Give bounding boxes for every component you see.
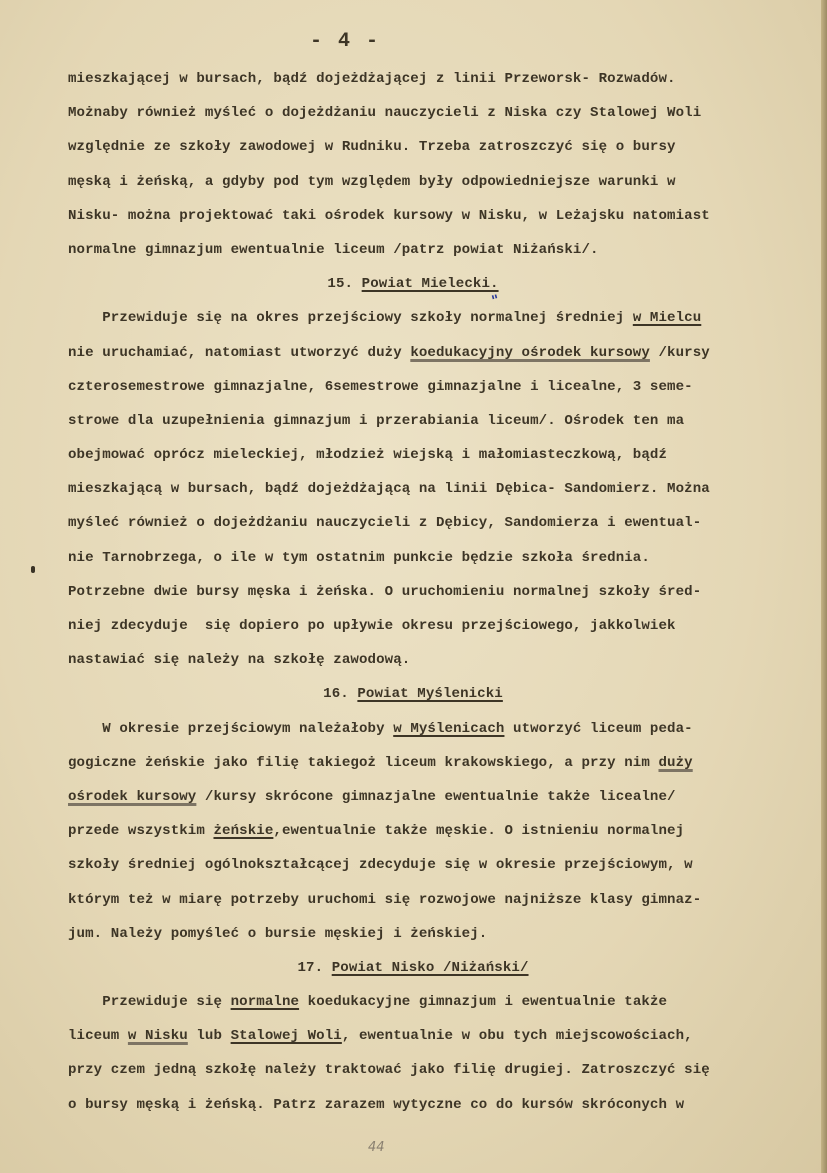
underlined-text: koedukacyjny ośrodek kursowy — [410, 344, 650, 361]
text-run: 17. — [297, 959, 332, 976]
text-line — [68, 814, 820, 848]
text-line — [68, 96, 820, 130]
text-run: Przewiduje się na okres przejściowy szkoły normalnej średniej — [68, 310, 633, 327]
section-heading — [68, 677, 758, 711]
text-line — [68, 130, 820, 164]
text-run: przede wszystkim — [68, 823, 214, 840]
text-run: Przewiduje się — [68, 994, 231, 1011]
text-run: nastawiać się należy na szkołę zawodową. — [68, 652, 411, 669]
text-line — [68, 541, 820, 575]
text-run: o bursy męską i żeńską. Patrz zarazem wytyczne co do kursów skróconych w — [68, 1096, 685, 1113]
text-run: męską i żeńską, a gdyby pod tym względem były odpowiedniejsze warunki w — [68, 173, 676, 190]
text-line — [68, 165, 820, 199]
text-run: nie uruchamiać, natomiast utworzyć duży — [68, 344, 411, 361]
text-run: mieszkającej w bursach, bądź dojeżdżającej z linii Przeworsk- Rozwadów. — [68, 71, 676, 87]
section-heading — [68, 267, 758, 301]
text-run: którym też w miarę potrzeby uruchomi się rozwojowe najniższe klasy gimnaz- — [68, 891, 702, 908]
underlined-text: w Myślenicach — [393, 720, 505, 737]
underlined-text: normalne — [230, 994, 300, 1011]
text-line — [68, 1053, 820, 1087]
text-line — [68, 917, 820, 951]
text-line — [68, 643, 820, 677]
text-line — [68, 746, 820, 780]
text-line — [68, 1019, 820, 1053]
text-line — [68, 336, 820, 370]
text-run: mieszkającą w bursach, bądź dojeżdżającą na linii Dębica- Sandomierz. Można — [68, 481, 710, 498]
text-line — [68, 301, 820, 335]
underlined-text: Stalowej Woli — [230, 1028, 342, 1045]
text-line — [68, 62, 820, 96]
paper-edge — [821, 0, 827, 1173]
text-run: /kursy skrócone gimnazjalne ewentualnie także licealne/ — [196, 788, 676, 805]
text-run: obejmować oprócz mieleckiej, młodzież wiejską i małomiasteczkową, bądź — [68, 447, 668, 464]
text-run: W okresie przejściowym należałoby — [68, 720, 394, 737]
underlined-text: ośrodek kursowy — [68, 788, 197, 805]
text-run: liceum — [68, 1028, 128, 1045]
page-number: - 4 - — [309, 30, 380, 53]
text-line — [68, 438, 820, 472]
text-line — [68, 883, 820, 917]
handwritten-mark: " — [490, 292, 502, 310]
text-line — [68, 848, 820, 882]
underlined-text: Powiat Nisko /Niżański/ — [331, 959, 529, 976]
text-run: , ewentualnie w obu tych miejscowościach, — [341, 1028, 693, 1045]
section-heading — [68, 951, 758, 985]
text-run: niej zdecyduje się dopiero po upływie okresu przejściowego, jakkolwiek — [68, 618, 676, 634]
underlined-text: w Nisku — [127, 1028, 188, 1045]
text-run: myśleć również o dojeżdżaniu nauczycieli z Dębicy, Sandomierza i ewentual- — [68, 515, 702, 532]
underlined-text: Powiat Myślenicki — [357, 686, 503, 703]
archive-page-number: 44 — [368, 1140, 385, 1155]
text-run: jum. Należy pomyśleć o bursie męskiej i żeńskiej. — [68, 925, 488, 942]
document-body — [68, 62, 820, 1122]
text-run: utworzyć liceum peda- — [504, 720, 693, 737]
underlined-text: żeńskie — [213, 823, 274, 840]
underlined-text: Powiat Mielecki. — [361, 276, 499, 293]
text-run: przy czem jedną szkołę należy traktować jako filię drugiej. Zatroszczyć się — [68, 1062, 710, 1079]
text-run: względnie ze szkoły zawodowej w Rudniku. Trzeba zatroszczyć się o bursy — [68, 139, 676, 156]
ink-spot — [31, 566, 35, 573]
text-run: 16. — [323, 686, 358, 703]
text-run: gogiczne żeńskie jako filię takiegoż liceum krakowskiego, a przy nim — [68, 754, 659, 771]
text-run: szkoły średniej ogólnokształcącej zdecyduje się w okresie przejściowym, w — [68, 857, 693, 874]
text-line — [68, 506, 820, 540]
text-line — [68, 780, 820, 814]
text-run: normalne gimnazjum ewentualnie liceum /patrz powiat Niżański/. — [68, 241, 599, 258]
text-line — [68, 472, 820, 506]
text-line — [68, 370, 820, 404]
text-line — [68, 575, 820, 609]
text-line — [68, 1088, 820, 1122]
text-run: Możnaby również myśleć o dojeżdżaniu nauczycieli z Niska czy Stalowej Woli — [68, 105, 702, 122]
text-run: ,ewentualnie także męskie. O istnieniu normalnej — [273, 823, 685, 840]
text-run: koedukacyjne gimnazjum i ewentualnie także — [299, 994, 668, 1011]
text-run: Nisku- można projektować taki ośrodek kursowy w Nisku, w Leżajsku natomiast — [68, 207, 710, 224]
text-line — [68, 985, 820, 1019]
text-line — [68, 233, 820, 267]
text-line — [68, 199, 820, 233]
text-run: /kursy — [649, 344, 710, 361]
text-line — [68, 609, 820, 643]
text-line — [68, 404, 820, 438]
underlined-text: w Mielcu — [632, 310, 702, 327]
text-run: strowe dla uzupełnienia gimnazjum i przerabiania liceum/. Ośrodek ten ma — [68, 412, 685, 429]
text-run: lub — [187, 1028, 231, 1045]
text-run: Potrzebne dwie bursy męska i żeńska. O uruchomieniu normalnej szkoły śred- — [68, 583, 702, 600]
text-run: 15. — [327, 276, 362, 293]
text-run: nie Tarnobrzega, o ile w tym ostatnim punkcie będzie szkoła średnia. — [68, 549, 650, 566]
text-line — [68, 712, 820, 746]
underlined-text: duży — [658, 754, 693, 771]
text-run: czterosemestrowe gimnazjalne, 6semestrowe gimnazjalne i licealne, 3 seme- — [68, 378, 693, 395]
